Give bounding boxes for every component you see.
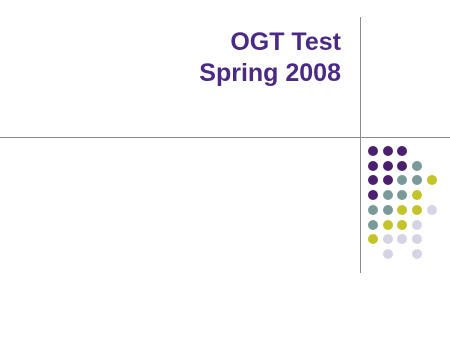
- decorative-dot: [397, 234, 407, 244]
- decorative-dot: [383, 161, 393, 171]
- decorative-dot: [412, 175, 422, 185]
- decorative-dot: [397, 220, 407, 230]
- decorative-dot: [383, 220, 393, 230]
- decorative-dot: [412, 190, 422, 200]
- decorative-dot: [397, 161, 407, 171]
- decorative-dot: [397, 146, 407, 156]
- decorative-dot: [383, 175, 393, 185]
- decorative-dot: [397, 205, 407, 215]
- decorative-dot: [427, 205, 437, 215]
- decorative-dot: [368, 161, 378, 171]
- decorative-dot: [383, 234, 393, 244]
- decorative-dot: [397, 190, 407, 200]
- decorative-dot: [368, 146, 378, 156]
- decorative-dot: [383, 146, 393, 156]
- decorative-dot: [412, 205, 422, 215]
- decorative-dot: [412, 234, 422, 244]
- decorative-dot: [368, 205, 378, 215]
- decorative-dot: [368, 175, 378, 185]
- decorative-dot: [383, 190, 393, 200]
- decorative-dot: [412, 161, 422, 171]
- decorative-dot: [412, 220, 422, 230]
- decorative-dot: [368, 234, 378, 244]
- decorative-dot: [383, 249, 393, 259]
- decorative-dot: [368, 190, 378, 200]
- decorative-dot: [368, 220, 378, 230]
- decorative-dot: [383, 205, 393, 215]
- decorative-dot: [412, 249, 422, 259]
- title-line-1: OGT Test: [230, 28, 341, 56]
- title-line-2: Spring 2008: [199, 59, 341, 87]
- decorative-dot: [427, 175, 437, 185]
- decorative-dot: [397, 175, 407, 185]
